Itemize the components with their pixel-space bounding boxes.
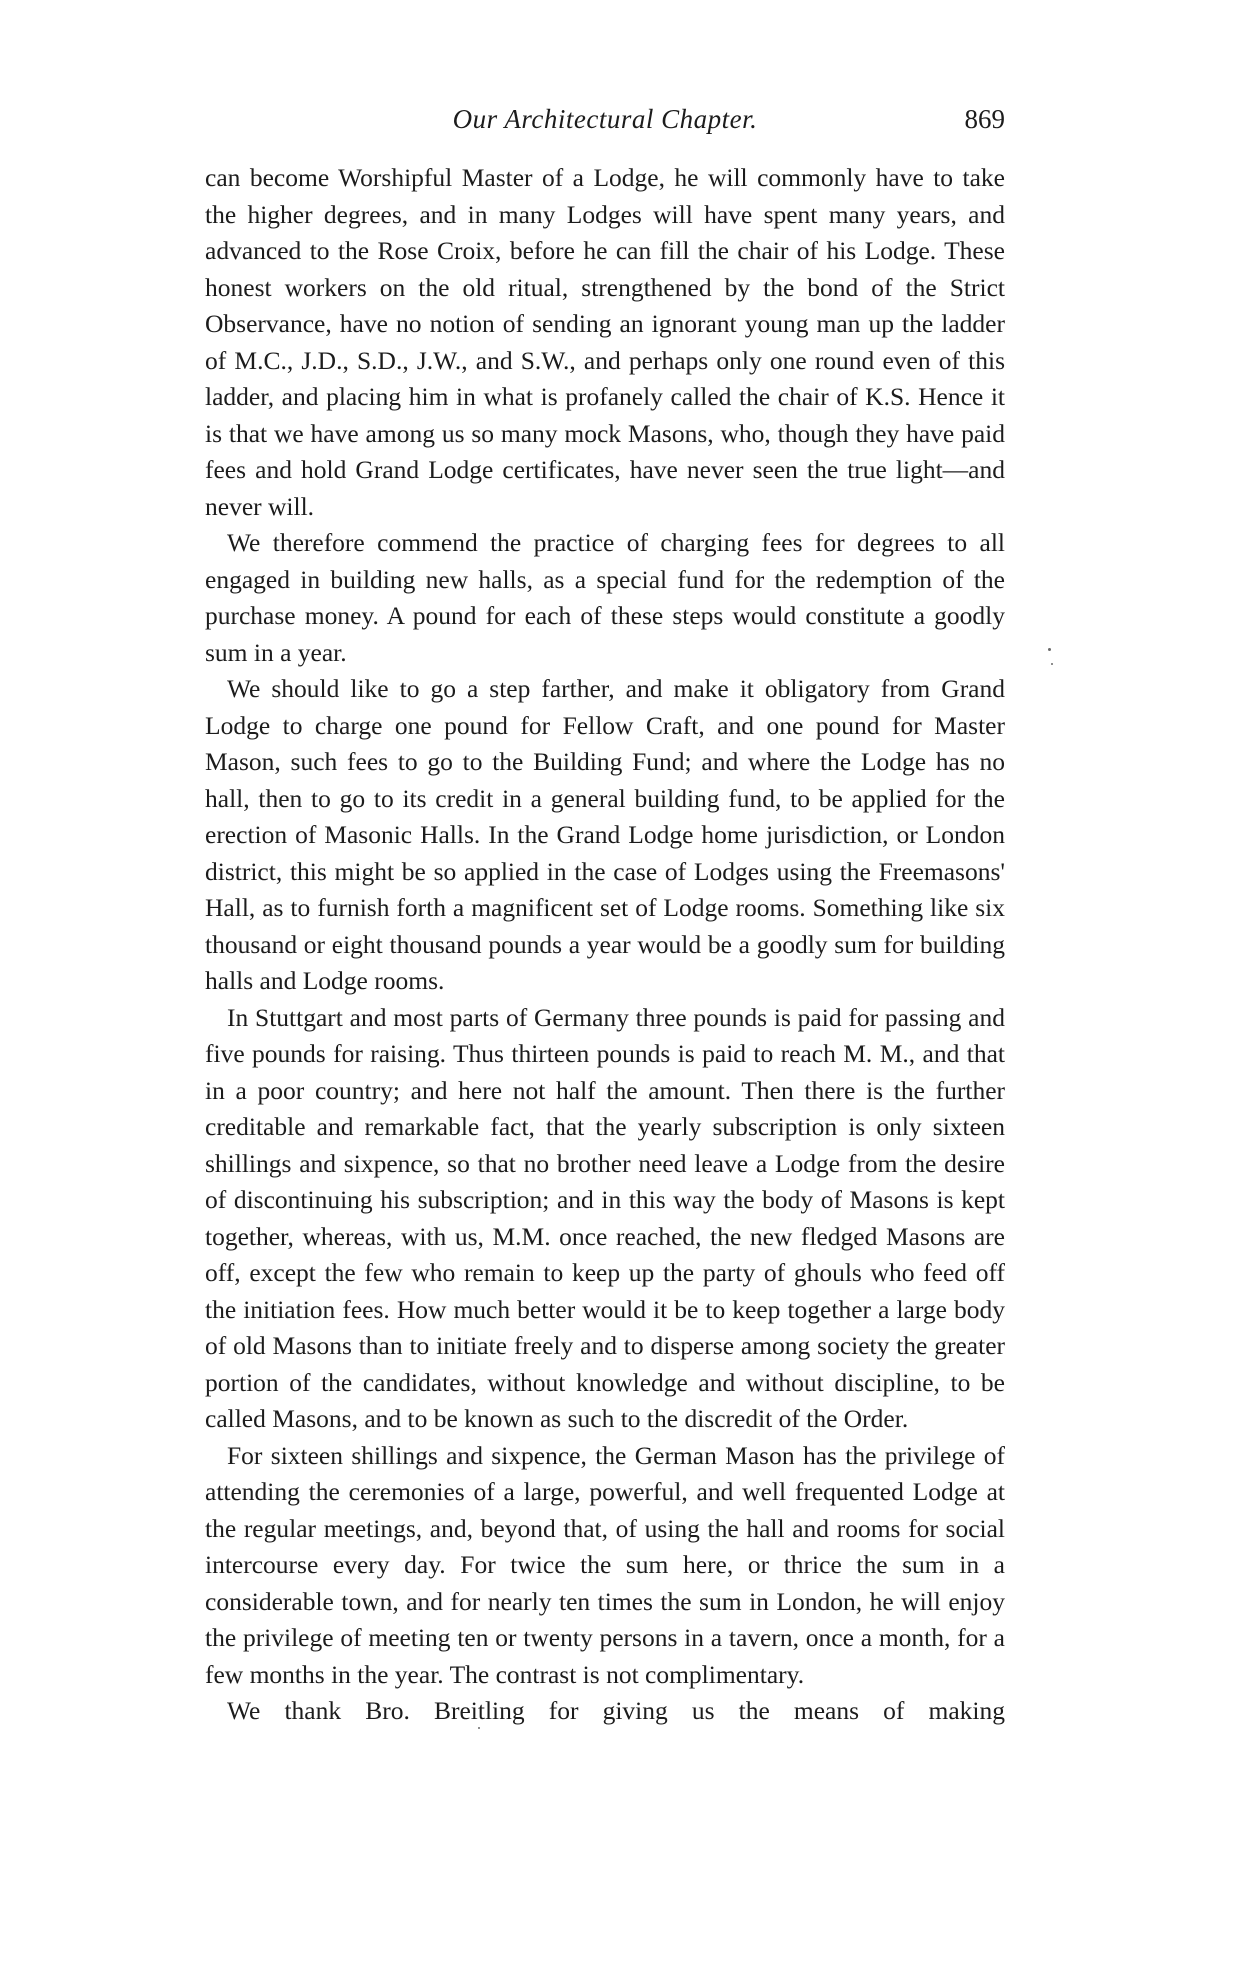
paragraph-thanks: We thank Bro. Breitling for giving us the means of making bbox=[227, 1696, 1005, 1725]
paragraph-continued: can become Worshipful Master of a Lodge, he will commonly have to take the higher degrees, and in many Lodges will have spent many years, and advanced to the Rose Croix, before he can fill the chair of his Lodge. These honest workers on the old ritual, strengthened by the bond of the Strict Observance, have no notion of sending an ignorant young man up the ladder of M.C., J.D., S.D., J.W., and S.W., and perhaps only one round even of this ladder, and placing him in what is profanely called the chair of K.S. Hence it is that we have among us so many mock Masons, who, though they have paid fees and hold Grand Lodge certificates, have never seen the true light—and never will. bbox=[205, 163, 1005, 521]
body-text bbox=[205, 160, 1005, 1730]
page-number: 869 bbox=[964, 104, 1005, 134]
scan-speck bbox=[1048, 648, 1051, 651]
document-page bbox=[205, 90, 1005, 1730]
paragraph-germany: In Stuttgart and most parts of Germany three pounds is paid for passing and five pounds for raising. Thus thirteen pounds is paid to reach M. M., and that in a poor country; and here not half the amount. Then there is the further creditable and remarkable fact, that the yearly subscription is only sixteen shillings and sixpence, so that no brother need leave a Lodge from the desire of discontinuing his subscription; and in this way the body of Masons is kept together, whereas, with us, M.M. once reached, the new fledged Masons are off, except the few who remain to keep up the party of ghouls who feed off the initiation fees. How much better would it be to keep together a large body of old Masons than to initiate freely and to disperse among society the greater portion of the candidates, without knowledge and without discipline, to be called Masons, and to be known as such to the discredit of the Order. bbox=[205, 1002, 1005, 1433]
paragraph-fees-for-degrees: We therefore commend the practice of charging fees for degrees to all engaged in building new halls, as a special fund for the redemption of the purchase money. A pound for each of these steps would constitute a goodly sum in a year. bbox=[205, 528, 1005, 667]
scan-speck bbox=[1051, 663, 1053, 665]
paragraph-german-mason: For sixteen shillings and sixpence, the German Mason has the privilege of attending the ceremonies of a large, powerful, and well frequented Lodge at the regular meetings, and, beyond that, of using the hall and rooms for social intercourse every day. For twice the sum here, or thrice the sum in a considerable town, and for nearly ten times the sum in London, he will enjoy the privilege of meeting ten or twenty persons in a tavern, once a month, for a few months in the year. The contrast is not complimentary. bbox=[205, 1440, 1005, 1689]
running-title: Our Architectural Chapter. bbox=[452, 104, 758, 134]
running-head bbox=[205, 90, 1005, 160]
scan-speck bbox=[478, 1727, 480, 1729]
paragraph-building-fund: We should like to go a step farther, and make it obligatory from Grand Lodge to charge one pound for Fellow Craft, and one pound for Master Mason, such fees to go to the Building Fund; and where the Lodge has no hall, then to go to its credit in a general building fund, to be applied for the erection of Masonic Halls. In the Grand Lodge home jurisdiction, or London district, this might be so applied in the case of Lodges using the Freemasons' Hall, as to furnish forth a magnificent set of Lodge rooms. Something like six thousand or eight thousand pounds a year would be a goodly sum for building halls and Lodge rooms. bbox=[205, 674, 1005, 995]
